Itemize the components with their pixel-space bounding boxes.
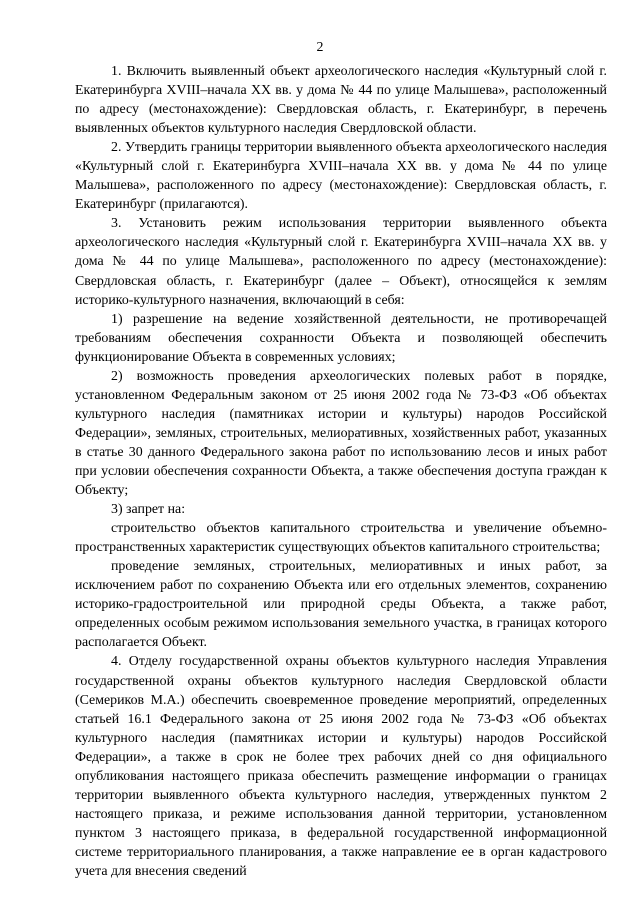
document-body <box>75 62 607 881</box>
paragraph-item-4: 4. Отделу государственной охраны объектов культурного наследия Управления государственной охраны объектов культурного наследия Свердловской области (Семериков М.А.) обеспечить своевременное проведение мероприятий, определенных статьей 16.1 Федерального закона от 25 июня 2002 года № 73-ФЗ «Об объектах культурного наследия (памятниках истории и культуры) народов Российской Федерации», а также в срок не более трех рабочих дней со дня официального опубликования настоящего приказа обеспечить размещение информации о границах территории выявленного объекта культурного наследия, утвержденных пунктом 2 настоящего приказа, и режиме использования данной территории, установленном пунктом 3 настоящего приказа, в федеральной государственной информационной системе территориального планирования, а также направление ее в орган кадастрового учета для внесения сведений <box>75 654 607 879</box>
paragraph-item-2: 2. Утвердить границы территории выявленного объекта археологического наследия «Культурный слой г. Екатеринбурга XVIII–начала XX вв. у дома № 44 по улице Малышева», расположенного по адресу (местонахождение): Свердловская область, г. Екатеринбург (прилагаются). <box>75 140 607 213</box>
page-number: 2 <box>316 40 324 55</box>
paragraph-item-1: 1. Включить выявленный объект археологического наследия «Культурный слой г. Екатеринбурга XVIII–начала XX вв. у дома № 44 по улице Малышева», расположенный по адресу (местонахождение): Свердловская область, г. Екатеринбург, в перечень выявленных объектов культурного наследия Свердловской области. <box>75 64 607 137</box>
paragraph-prohibition-construction: строительство объектов капитального строительства и увеличение объемно-пространственных характеристик существующих объектов капитального строительства; <box>75 521 607 556</box>
paragraph-subitem-3: 3) запрет на: <box>111 502 186 518</box>
paragraph-prohibition-works: проведение земляных, строительных, мелиоративных и иных работ, за исключением работ по сохранению Объекта или его отдельных элементов, сохранению историко-градостроительной или природной среды Объекта, а также работ, определенных особым режимом использования земельного участка, в границах которого располагается Объект. <box>75 559 607 651</box>
paragraph-subitem-1: 1) разрешение на ведение хозяйственной деятельности, не противоречащей требованиям обеспечения сохранности Объекта и позволяющей обеспечить функционирование Объекта в современных условиях; <box>75 311 607 365</box>
paragraph-item-3: 3. Установить режим использования территории выявленного объекта археологического наследия «Культурный слой г. Екатеринбурга XVIII–начала XX вв. у дома № 44 по улице Малышева», расположенного по адресу (местонахождение): Свердловская область, г. Екатеринбург (далее – Объект), относящейся к землям историко-культурного назначения, включающий в себя: <box>75 216 607 308</box>
paragraph-subitem-2: 2) возможность проведения археологических полевых работ в порядке, установленном Федеральным законом от 25 июня 2002 года № 73-ФЗ «Об объектах культурного наследия (памятниках истории и культуры) народов Российской Федерации», земляных, строительных, мелиоративных, хозяйственных работ, указанных в статье 30 данного Федерального закона работ по использованию лесов и иных работ при условии обеспечения сохранности Объекта, а также обеспечения доступа граждан к Объекту; <box>75 368 607 499</box>
